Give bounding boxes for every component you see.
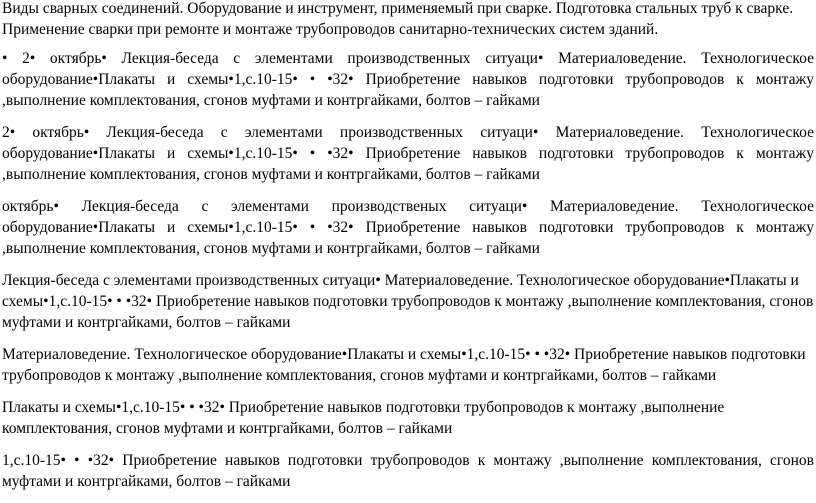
intro-paragraph: Виды сварных соединений. Оборудование и инструмент, применяемый при сварке. Подготовка стальных труб к сварке. Применение сварки при ремонте и монтаже трубопроводов санитарно-технических систем зданий. (2, 0, 794, 38)
schedule-paragraph-3: октябрь• Лекция-беседа с элементами производственых ситуаци• Материаловедение. Технологическое оборудование•Плакаты и схемы•1,с.10-15• • •32• Приобретение навыков подготовки трубопроводов к монтажу ,выполнение комплектования, сгонов муфтами и контргайками, болтов – гайками (2, 198, 814, 257)
schedule-paragraph-1: • 2• октябрь• Лекция-беседа с элементами производственных ситуаци• Материаловедение. Технологическое оборудование•Плакаты и схемы•1,с.10-15• • •32• Приобретение навыков подготовки трубопроводов к монтажу ,выполнение комплектования, сгонов муфтами и контргайками, болтов – гайками (2, 50, 814, 109)
schedule-paragraph-5: Материаловедение. Технологическое оборудование•Плакаты и схемы•1,с.10-15• • •32• Приобретение навыков подготовки трубопроводов к монтажу ,выполнение комплектования, сгонов муфтами и контргайками, болтов – гайками (2, 346, 806, 384)
schedule-paragraph-7: 1,с.10-15• • •32• Приобретение навыков подготовки трубопроводов к монтажу ,выполнение комплектования, сгонов муфтами и контргайками, болтов – гайками (2, 452, 814, 490)
schedule-paragraph-6: Плакаты и схемы•1,с.10-15• • •32• Приобретение навыков подготовки трубопроводов к монтажу ,выполнение комплектования, сгонов муфтами и контргайками, болтов – гайками (2, 399, 725, 437)
schedule-paragraph-2: 2• октябрь• Лекция-беседа с элементами производственных ситуаци• Материаловедение. Технологическое оборудование•Плакаты и схемы•1,с.10-15• • •32• Приобретение навыков подготовки трубопроводов к монтажу ,выполнение комплектования, сгонов муфтами и контргайками, болтов – гайками (2, 124, 814, 183)
schedule-paragraph-4: Лекция-беседа с элементами производственных ситуаци• Материаловедение. Технологическое оборудование•Плакаты и схемы•1,с.10-15• • •32• Приобретение навыков подготовки трубопроводов к монтажу ,выполнение комплектования, сгонов муфтами и контргайками, болтов – гайками (2, 272, 814, 331)
